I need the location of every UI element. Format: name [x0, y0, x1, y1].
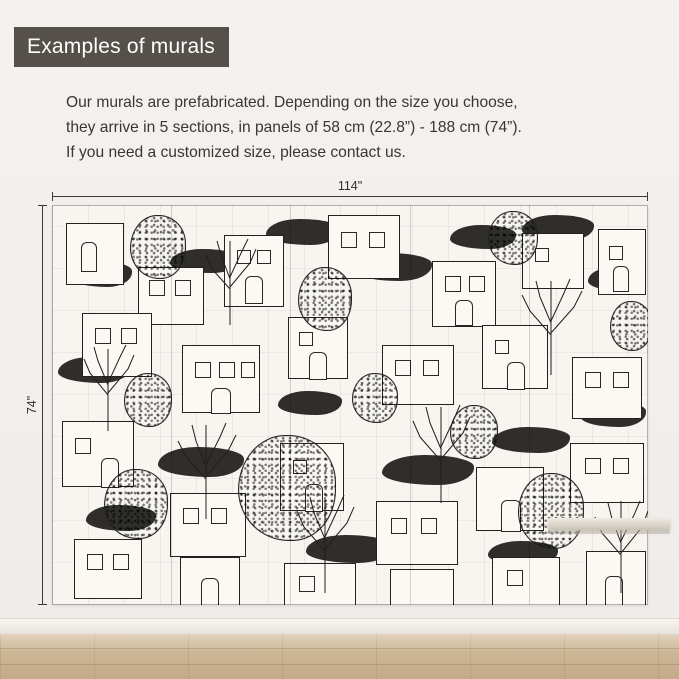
building-window — [507, 570, 523, 586]
stippled-tree — [352, 373, 398, 423]
building-window — [391, 518, 407, 534]
ink-shadow — [492, 427, 570, 453]
baseboard — [0, 618, 679, 635]
bare-tree — [174, 417, 238, 519]
stippled-tree — [298, 267, 352, 331]
height-dimension-rule — [42, 205, 43, 605]
building — [492, 557, 560, 605]
building-window — [219, 362, 235, 378]
height-tick-top — [38, 205, 47, 206]
building — [74, 539, 142, 599]
building — [180, 557, 240, 605]
building — [66, 223, 124, 285]
mural-artwork — [52, 205, 648, 605]
height-label: 74" — [25, 389, 39, 421]
stippled-tree — [104, 469, 168, 539]
intro-line-3: If you need a customized size, please contact us. — [66, 144, 406, 161]
building — [390, 569, 454, 605]
panel-seam — [290, 205, 291, 605]
building — [328, 215, 400, 279]
bare-tree — [292, 485, 358, 593]
building-door — [309, 352, 327, 380]
building-window — [495, 340, 509, 354]
width-tick-right — [647, 192, 648, 201]
building-door — [613, 266, 629, 292]
page-title: Examples of murals — [27, 35, 215, 58]
building-window — [341, 232, 357, 248]
building-window — [175, 280, 191, 296]
width-label: 114" — [331, 179, 369, 193]
building-window — [369, 232, 385, 248]
building-door — [201, 578, 219, 605]
building-window — [613, 458, 629, 474]
stippled-tree — [130, 215, 186, 279]
width-tick-left — [52, 192, 53, 201]
building-window — [421, 518, 437, 534]
wall-shelf-shadow — [548, 530, 670, 534]
panel-seam — [410, 205, 411, 605]
width-dimension — [52, 179, 648, 197]
building-window — [241, 362, 255, 378]
building-door — [455, 300, 473, 326]
building-window — [113, 554, 129, 570]
bare-tree — [516, 271, 586, 375]
building — [376, 501, 458, 565]
stippled-tree — [488, 211, 538, 265]
panel-seam — [529, 205, 530, 605]
wood-floor — [0, 634, 679, 679]
building-window — [87, 554, 103, 570]
ink-shadow — [278, 391, 342, 415]
building — [598, 229, 646, 295]
panel-seam — [171, 205, 172, 605]
floor-highlight — [0, 634, 679, 679]
bare-tree — [78, 335, 138, 431]
building — [182, 345, 260, 413]
building-window — [299, 332, 313, 346]
building-window — [535, 248, 549, 262]
bare-tree — [592, 493, 648, 593]
building — [432, 261, 496, 327]
building-door — [81, 242, 97, 272]
building-window — [585, 372, 601, 388]
building-window — [585, 458, 601, 474]
building-door — [211, 388, 231, 414]
stippled-tree — [610, 301, 648, 351]
building-window — [195, 362, 211, 378]
mural-preview — [52, 205, 648, 605]
building-window — [613, 372, 629, 388]
title-banner — [14, 27, 229, 67]
bare-tree — [408, 395, 474, 503]
building-window — [395, 360, 411, 376]
building-window — [445, 276, 461, 292]
wall-shelf — [548, 518, 670, 530]
building-window — [257, 250, 271, 264]
intro-line-2: they arrive in 5 sections, in panels of 58 cm (22.8”) - 188 cm (74”). — [66, 119, 522, 136]
building-window — [149, 280, 165, 296]
building-window — [609, 246, 623, 260]
intro-line-1: Our murals are prefabricated. Depending on the size you choose, — [66, 94, 518, 111]
building-window — [423, 360, 439, 376]
height-tick-bottom — [38, 604, 47, 605]
intro-paragraph — [66, 90, 626, 165]
bare-tree — [202, 233, 258, 325]
building-window — [75, 438, 91, 454]
building-window — [469, 276, 485, 292]
width-dimension-rule — [52, 196, 648, 197]
height-dimension — [25, 205, 43, 605]
